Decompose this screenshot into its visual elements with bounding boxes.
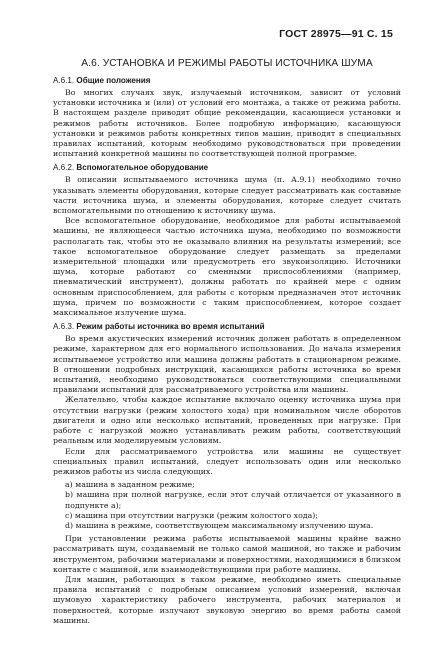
paragraph: Во многих случаях звук, излучаемый источником, зависит от условий установки источника и (или) от условий его монтажа, а также от режима работы. В настоящем разделе приводят общие рекомендации, касающиеся установки и режимов работы источников. Более подробную информацию, касающуюся установки и режимов работы конкретных типов машин, приводят в специальных правилах испытаний, которым необходимо руководствоваться при проведении испытаний конкретной машины по соответствующей полной программе. <box>53 88 401 159</box>
list-item: а) машина в заданном режиме; <box>65 480 195 490</box>
list-item: b) машина при полной нагрузке, если этот случай отличается от указанного в подпункте а); <box>65 490 401 510</box>
subsection-title: Общие положения <box>76 76 151 85</box>
subsection-title: Вспомогательное оборудование <box>76 163 209 173</box>
page-header: ГОСТ 28975—91 С. 15 <box>279 28 393 40</box>
paragraph: В описании испытываемого источника шума (п. А.9.1) необходимо точно указывать элементы оборудования, которые следует рассматривать как составные части источника шума, и элементы оборудования, которые следует считать вспомогательными по отношению к источнику шума. <box>53 175 401 216</box>
paragraph: Во время акустических измерений источник должен работать в определенном режиме, характерном для его нормального использования. До начала измерения испытываемое устройство или машина должны работать в стационарном режиме. В отношении подробных инструкций, касающихся работы источника во время испытаний, необходимо руководствоваться соответствующими специальными правилами испытаний для рассматриваемого устройства или машины. <box>53 334 401 395</box>
paragraph: Для машин, работающих в таком режиме, необходимо иметь специальные правила испытаний с подробным описанием условий измерений, включая шумовую характеристику рабочего инструмента, рабочих материалов и поверхностей, которые излучают звуковую энергию во время работы самой машины. <box>53 574 401 625</box>
paragraph: При установлении режима работы испытываемой машины крайне важно рассматривать шум, создаваемый не только самой машиной, но также и рабочим инструментом, рабочими материалами и поверхностями, находящимися в близком контакте с машиной, или взаимодействующими при работе машины. <box>53 534 401 574</box>
page-content <box>53 58 401 626</box>
list-item: с) машина при отсутствии нагрузки (режим холостого хода); <box>65 510 318 520</box>
section-title: А.6. УСТАНОВКА И РЕЖИМЫ РАБОТЫ ИСТОЧНИКА ШУМА <box>81 58 373 69</box>
subsection-number: А.6.3. <box>53 322 75 332</box>
subsection-number: А.6.2. <box>53 163 75 173</box>
subsection-heading-operating-mode <box>53 322 401 332</box>
list-item: d) машина в режиме, соответствующем максимальному излучению шума. <box>65 520 374 530</box>
subsection-title: Режим работы источника во время испытаний <box>76 322 265 332</box>
paragraph: Желательно, чтобы каждое испытание включало оценку источника шума при отсутствии нагрузки (режим холостого хода) при номинальном числе оборотов двигателя и одно или несколько испытаний, проведенных при нагрузке. При работе с нагрузкой можно устанавливать режим работы, соответствующий реальным или моделируемым условиям. <box>53 395 401 446</box>
subsection-number: А.6.1. <box>53 76 75 85</box>
paragraph: Если для рассматриваемого устройства или машины не существует специальных правил испытаний, следует использовать один или несколько режимов работы из числа следующих. <box>53 446 401 476</box>
paragraph: Все вспомогательное оборудование, необходимое для работы испытываемой машины, не являющееся частью источника шума, необходимо по возможности располагать так, чтобы это не оказывало влияния на результаты измерений; все такое вспомогательное оборудование следует размещать за пределами измерительной площадки или предусмотреть его звукоизоляцию. Источники шума, которые работают со сменными приспособлениями (например, пневматический инструмент), должны работать по крайней мере с одним основным приспособлением, для работы с которым предназначен этот источник шума, причем по возможности с таким приспособлением, которое создает максимальное излучение шума. <box>53 216 401 318</box>
subsection-heading-auxiliary-equipment <box>53 163 401 173</box>
subsection-heading-general <box>53 76 401 86</box>
